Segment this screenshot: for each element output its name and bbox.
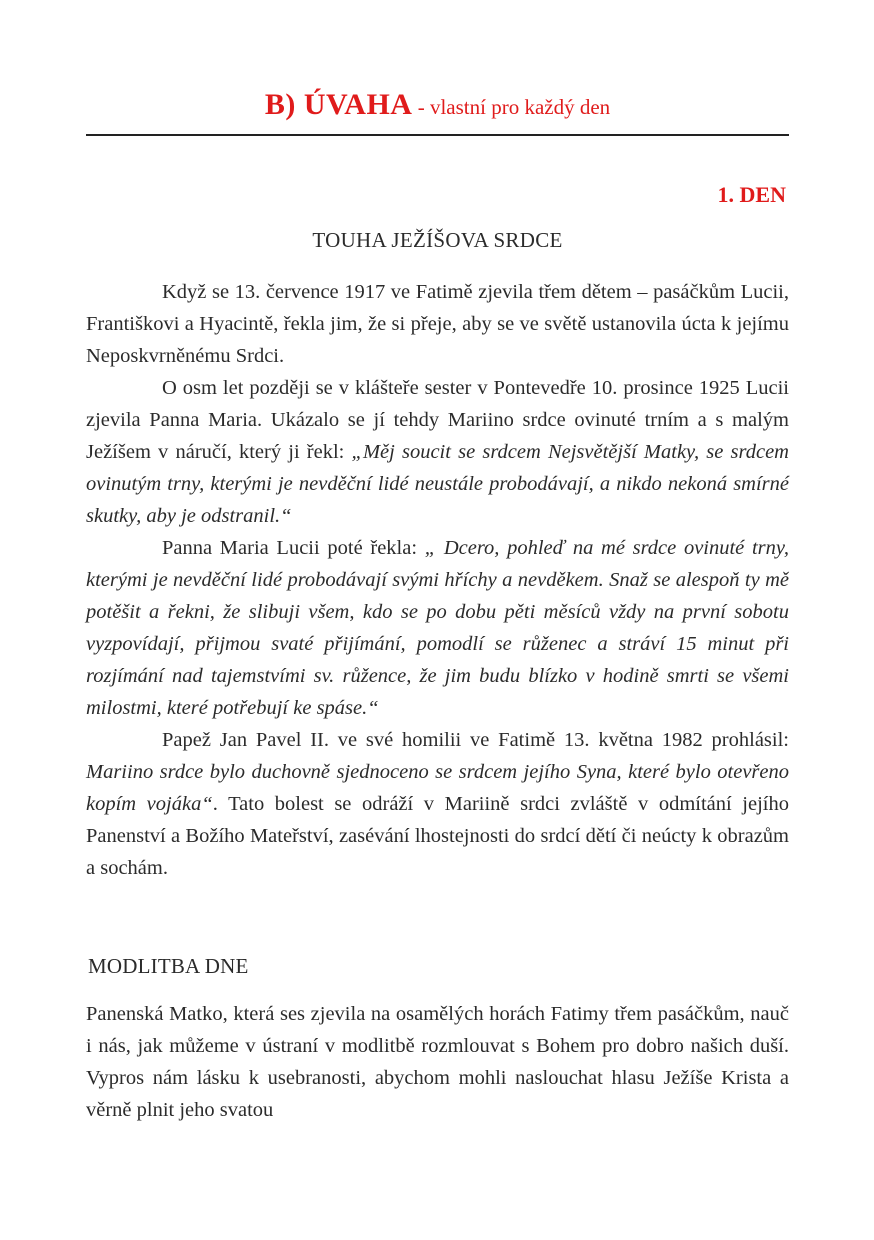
paragraph-1: Když se 13. července 1917 ve Fatimě zjevila třem dětem – pasáčkům Lucii, Františkovi a Hyacintě, řekla jim, že si přeje, aby se ve světě ustanovila úcta k jejímu Neposkvrněnému Srdci.: [86, 281, 789, 367]
paragraph-2-quote: „Měj soucit se srdcem Nejsvětější Matky, se srdcem ovinutým trny, kterými je nevděční lidé neustále probodávají, a nikdo nekoná smírné skutky, aby je odstranil.“: [86, 441, 789, 527]
section-heading-suffix: - vlastní pro každý den: [412, 95, 611, 119]
paragraph-4: [86, 724, 789, 884]
paragraph-4-text-b: . Tato bolest se odráží v Mariině srdci zvláště v odmítání jejího Panenství a Božího Mateřství, zasévání lhostejnosti do srdcí dětí či neúcty k obrazům a sochám.: [86, 793, 789, 879]
meditation-body: [86, 276, 789, 884]
section-heading: [86, 88, 789, 122]
meditation-title: TOUHA JEŽÍŠOVA SRDCE: [312, 228, 563, 252]
paragraph-3: [86, 532, 789, 724]
heading-divider: [86, 134, 789, 136]
prayer-title: MODLITBA DNE: [88, 954, 249, 978]
paragraph-3-text: Panna Maria Lucii poté řekla:: [162, 537, 425, 559]
day-label: 1. DEN: [717, 182, 786, 207]
paragraph-4-quote: Mariino srdce bylo duchovně sjednoceno se srdcem jejího Syna, které bylo otevřeno kopím vojáka“: [86, 761, 789, 815]
paragraph-2-text: O osm let později se v klášteře sester v Pontevedře 10. prosince 1925 Lucii zjevila Panna Maria. Ukázalo se jí tehdy Mariino srdce ovinuté trním a s malým Ježíšem v náručí, který ji řekl:: [86, 377, 789, 463]
paragraph-2: [86, 372, 789, 532]
paragraph-4-text-a: Papež Jan Pavel II. ve své homilii ve Fatimě 13. května 1982 prohlásil:: [162, 729, 789, 751]
prayer-text: Panenská Matko, která ses zjevila na osamělých horách Fatimy třem pasáčkům, nauč i nás, jak můžeme v ústraní v modlitbě rozmlouvat s Bohem pro dobro našich duší. Vypros nám lásku k usebranosti, abychom mohli naslouchat hlasu Ježíše Krista a věrně plnit jeho svatou: [86, 1003, 789, 1121]
section-heading-main: B) ÚVAHA: [264, 88, 413, 121]
paragraph-3-quote: „ Dcero, pohleď na mé srdce ovinuté trny, kterými je nevděční lidé probodávají svými hříchy a nevděkem. Snaž se alespoň ty mě potěšit a řekni, že slibuji všem, kdo se po dobu pěti měsíců vždy na první sobotu vyzpovídají, přijmou svaté přijímání, pomodlí se růženec a stráví 15 minut při rozjímání nad tajemstvími sv. růžence, že jim budu blízko v hodině smrti se všemi milostmi, které potřebují ke spáse.“: [86, 537, 789, 719]
